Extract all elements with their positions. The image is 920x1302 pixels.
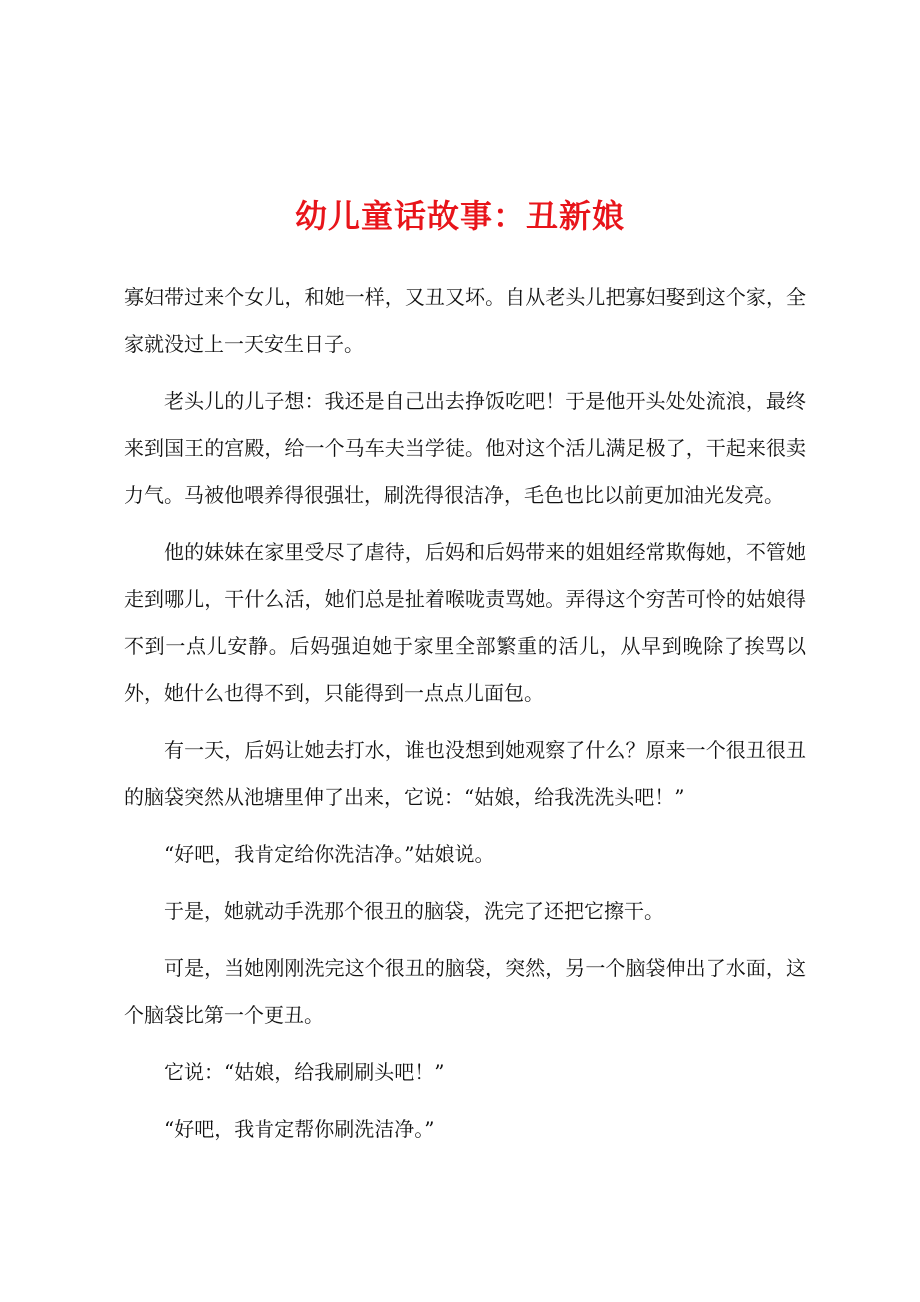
document-body — [124, 274, 806, 1163]
paragraph: 于是，她就动手洗那个很丑的脑袋，洗完了还把它擦干。 — [164, 899, 664, 923]
paragraph: 老头儿的儿子想：我还是自己出去挣饭吃吧！于是他开头处处流浪，最终来到国王的宫殿，给一个马车夫当学徒。他对这个活儿满足极了，干起来很卖力气。马被他喂养得很强壮，刷洗得很洁净，毛色也比以前更加油光发亮。 — [124, 389, 806, 507]
paragraph: 它说：“姑娘，给我刷刷头吧！” — [164, 1060, 445, 1084]
paragraph: “好吧，我肯定帮你刷洗洁净。” — [164, 1117, 435, 1141]
paragraph: “好吧，我肯定给你洗洁净。”姑娘说。 — [164, 842, 495, 866]
document-title: 幼儿童话故事：丑新娘 — [294, 197, 625, 235]
paragraph: 他的妹妹在家里受尽了虐待，后妈和后妈带来的姐姐经常欺侮她，不管她走到哪儿，干什么活，她们总是扯着喉咙责骂她。弄得这个穷苦可怜的姑娘得不到一点儿安静。后妈强迫她于家里全部繁重的活儿，从早到晚除了挨骂以外，她什么也得不到，只能得到一点点儿面包。 — [124, 540, 806, 705]
paragraph: 可是，当她刚刚洗完这个很丑的脑袋，突然，另一个脑袋伸出了水面，这个脑袋比第一个更丑。 — [124, 956, 806, 1027]
paragraph: 有一天，后妈让她去打水，谁也没想到她观察了什么？原来一个很丑很丑的脑袋突然从池塘里伸了出来，它说：“姑娘，给我洗洗头吧！” — [124, 738, 806, 809]
paragraph: 寡妇带过来个女儿，和她一样，又丑又坏。自从老头儿把寡妇娶到这个家，全家就没过上一天安生日子。 — [124, 285, 806, 356]
